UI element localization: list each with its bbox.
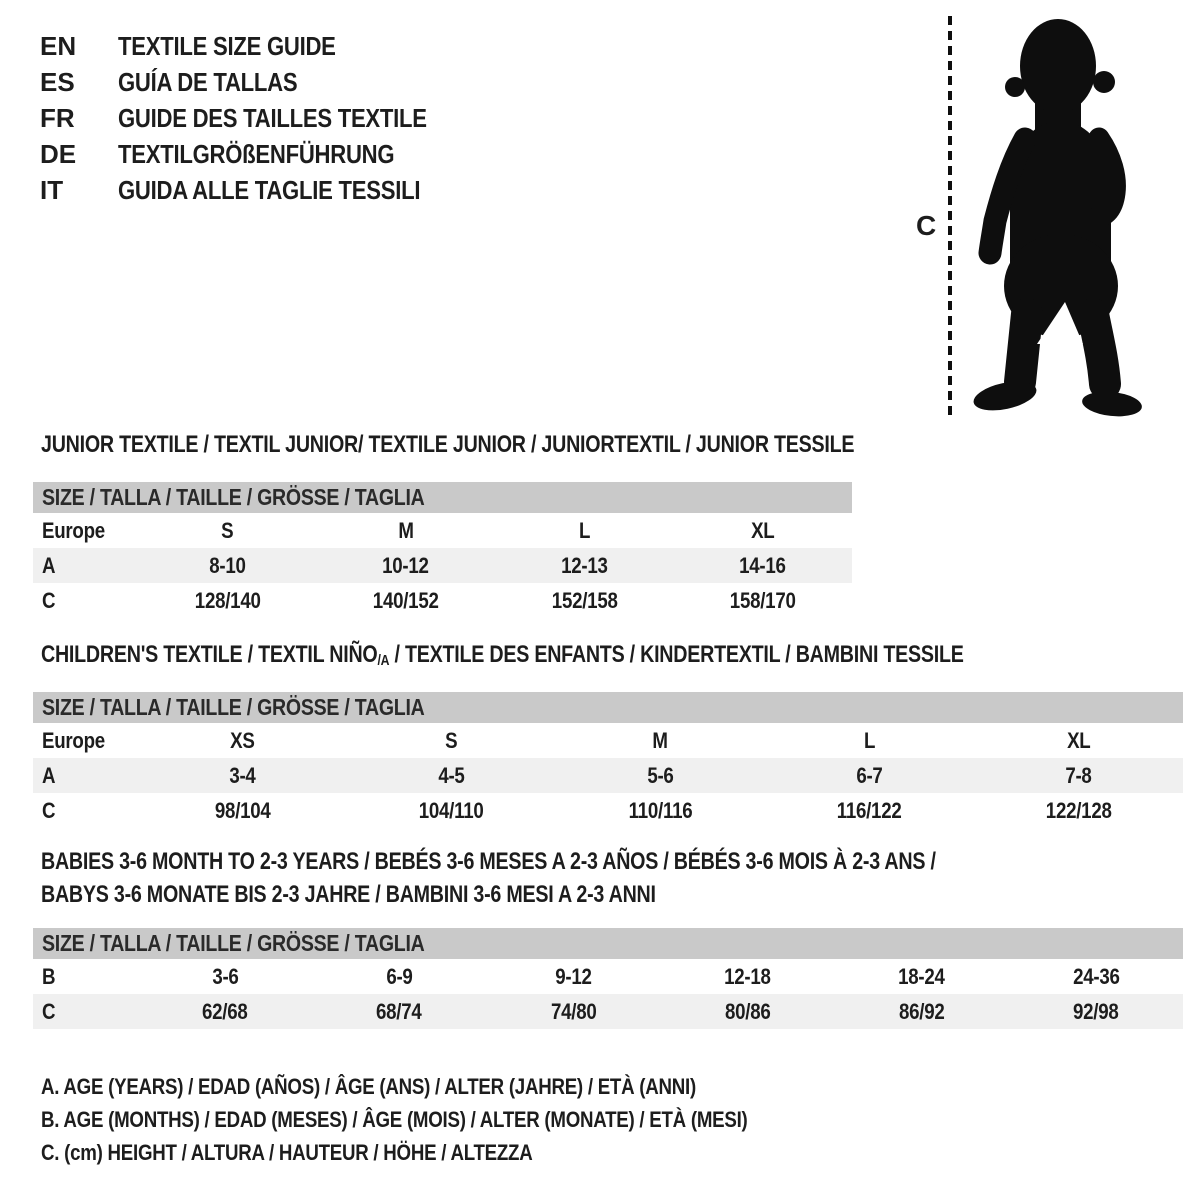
- table-cell: [556, 723, 765, 758]
- table-cell: [661, 994, 835, 1029]
- row-label-text: B: [42, 964, 56, 989]
- cell-value: 122/128: [1045, 798, 1112, 823]
- row-label-text: C: [42, 798, 56, 823]
- cell-value: 24-36: [1072, 964, 1120, 989]
- size-header-bar: [33, 692, 1183, 723]
- height-dashed-line: [948, 16, 952, 416]
- table-cell: [138, 994, 312, 1029]
- size-header-label: SIZE / TALLA / TAILLE / GRÖSSE / TAGLIA: [42, 484, 425, 510]
- toddler-silhouette-icon: [965, 14, 1145, 420]
- table-cell: [835, 994, 1009, 1029]
- language-code: EN: [40, 31, 77, 61]
- language-code: ES: [40, 67, 75, 97]
- row-label: [33, 548, 138, 583]
- language-title: TEXTILE SIZE GUIDE: [118, 31, 336, 61]
- section-title-children: [41, 641, 964, 675]
- table-cell: [347, 793, 556, 828]
- cell-value: 152/158: [551, 588, 618, 613]
- size-header-bar: [33, 482, 852, 513]
- language-row: [40, 136, 481, 172]
- cell-value: 128/140: [194, 588, 261, 613]
- row-label-text: Europe: [42, 728, 105, 753]
- section-title-text: CHILDREN'S TEXTILE / TEXTIL NIÑO: [41, 641, 378, 668]
- cell-value: 5-6: [647, 763, 674, 788]
- junior-size-table: [33, 482, 852, 618]
- cell-value: 6-7: [856, 763, 883, 788]
- legend-row-b: [41, 1103, 872, 1136]
- table-cell: [556, 758, 765, 793]
- legend-row-c: [41, 1136, 872, 1169]
- table-cell: [674, 583, 853, 618]
- babies-size-table: [33, 928, 1183, 1029]
- row-label: [33, 513, 138, 548]
- size-header-bar: [33, 928, 1183, 959]
- cell-value: 92/98: [1073, 999, 1119, 1024]
- legend-text: A. AGE (YEARS) / EDAD (AÑOS) / ÂGE (ANS) / ALTER (JAHRE) / ETÀ (ANNI): [41, 1074, 696, 1099]
- cell-value: 12-18: [724, 964, 771, 989]
- language-row: [40, 28, 481, 64]
- table-cell: [765, 793, 974, 828]
- cell-value: L: [863, 728, 876, 753]
- table-cell: [495, 583, 674, 618]
- cell-value: S: [221, 518, 234, 543]
- row-label-text: C: [42, 588, 56, 613]
- language-row: [40, 64, 481, 100]
- cell-value: 140/152: [372, 588, 439, 613]
- table-cell: [674, 548, 853, 583]
- language-code: IT: [40, 175, 64, 205]
- section-title-junior: [41, 431, 854, 459]
- language-title: GUIDE DES TAILLES TEXTILE: [118, 103, 427, 133]
- legend: [41, 1070, 872, 1169]
- row-label: [33, 994, 138, 1029]
- language-code: FR: [40, 103, 75, 133]
- cell-value: 158/170: [729, 588, 796, 613]
- language-list: [40, 28, 481, 208]
- section-title-text: / TEXTILE DES ENFANTS / KINDERTEXTIL / BAMBINI TESSILE: [389, 641, 964, 668]
- section-title-babies-line1: [41, 848, 936, 876]
- table-row: [33, 723, 1183, 758]
- table-cell: [974, 723, 1183, 758]
- cell-value: M: [398, 518, 414, 543]
- size-header-label: SIZE / TALLA / TAILLE / GRÖSSE / TAGLIA: [42, 694, 425, 720]
- cell-value: 3-6: [211, 964, 239, 989]
- cell-value: 74/80: [550, 999, 597, 1024]
- table-cell: [312, 959, 486, 994]
- cell-value: M: [652, 728, 669, 753]
- cell-value: XL: [751, 518, 775, 543]
- table-row: [33, 959, 1183, 994]
- cell-value: S: [445, 728, 458, 753]
- row-label: [33, 723, 138, 758]
- row-label-text: A: [42, 553, 56, 578]
- language-title: TEXTILGRÖßENFÜHRUNG: [118, 139, 395, 169]
- table-row: [33, 994, 1183, 1029]
- section-title-text: JUNIOR TEXTILE / TEXTIL JUNIOR/ TEXTILE JUNIOR / JUNIORTEXTIL / JUNIOR TESSILE: [41, 431, 855, 458]
- table-cell: [486, 994, 660, 1029]
- cell-value: XL: [1066, 728, 1091, 753]
- table-cell: [1009, 959, 1183, 994]
- cell-value: 4-5: [438, 763, 465, 788]
- table-row: [33, 758, 1183, 793]
- cell-value: 68/74: [376, 999, 423, 1024]
- section-title-text: BABIES 3-6 MONTH TO 2-3 YEARS / BEBÉS 3-6 MESES A 2-3 AÑOS / BÉBÉS 3-6 MOIS À 2-3 ANS /: [41, 848, 936, 875]
- table-cell: [138, 583, 317, 618]
- legend-text: C. (cm) HEIGHT / ALTURA / HAUTEUR / HÖHE / ALTEZZA: [41, 1140, 533, 1165]
- table-cell: [312, 994, 486, 1029]
- section-title-babies-line2: [41, 881, 656, 909]
- table-cell: [138, 513, 317, 548]
- cell-value: 98/104: [214, 798, 271, 823]
- table-cell: [495, 513, 674, 548]
- cell-value: 62/68: [202, 999, 248, 1024]
- section-title-text: BABYS 3-6 MONATE BIS 2-3 JAHRE / BAMBINI 3-6 MESI A 2-3 ANNI: [41, 881, 656, 908]
- table-cell: [674, 513, 853, 548]
- row-label: [33, 959, 138, 994]
- table-cell: [1009, 994, 1183, 1029]
- table-cell: [317, 513, 496, 548]
- table-cell: [317, 583, 496, 618]
- cell-value: 8-10: [209, 553, 246, 578]
- table-cell: [661, 959, 835, 994]
- row-label: [33, 758, 138, 793]
- cell-value: 6-9: [386, 964, 413, 989]
- table-row: [33, 793, 1183, 828]
- cell-value: 10-12: [382, 553, 430, 578]
- language-code: DE: [40, 139, 77, 169]
- cell-value: 80/86: [724, 999, 771, 1024]
- table-cell: [974, 758, 1183, 793]
- table-cell: [347, 723, 556, 758]
- section-title-subscript: /A: [377, 652, 390, 669]
- table-cell: [495, 548, 674, 583]
- row-label: [33, 583, 138, 618]
- row-label-text: C: [42, 999, 56, 1024]
- table-cell: [138, 548, 317, 583]
- cell-value: 86/92: [899, 999, 945, 1024]
- table-cell: [347, 758, 556, 793]
- legend-text: B. AGE (MONTHS) / EDAD (MESES) / ÂGE (MOIS) / ALTER (MONATE) / ETÀ (MESI): [41, 1107, 748, 1132]
- table-cell: [138, 723, 347, 758]
- cell-value: 14-16: [739, 553, 787, 578]
- language-title: GUIDA ALLE TAGLIE TESSILI: [118, 175, 421, 205]
- cell-value: 104/110: [419, 798, 484, 823]
- row-label: [33, 793, 138, 828]
- cell-value: 7-8: [1065, 763, 1092, 788]
- children-size-table: [33, 692, 1183, 828]
- size-header-label: SIZE / TALLA / TAILLE / GRÖSSE / TAGLIA: [42, 930, 425, 956]
- table-row: [33, 583, 852, 618]
- language-row: [40, 172, 481, 208]
- table-row: [33, 548, 852, 583]
- table-cell: [317, 548, 496, 583]
- cell-value: 3-4: [229, 763, 256, 788]
- table-cell: [138, 959, 312, 994]
- table-cell: [138, 758, 347, 793]
- table-cell: [556, 793, 765, 828]
- table-cell: [486, 959, 660, 994]
- cell-value: 116/122: [837, 798, 902, 823]
- language-row: [40, 100, 481, 136]
- row-label-text: Europe: [42, 518, 105, 543]
- cell-value: 9-12: [555, 964, 592, 989]
- cell-value: 110/116: [628, 798, 693, 823]
- cell-value: L: [578, 518, 590, 543]
- table-cell: [765, 723, 974, 758]
- cell-value: 12-13: [560, 553, 608, 578]
- cell-value: XS: [230, 728, 255, 753]
- table-row: [33, 513, 852, 548]
- height-measure-label: C: [916, 210, 937, 241]
- table-cell: [835, 959, 1009, 994]
- language-title: GUÍA DE TALLAS: [118, 67, 298, 97]
- table-cell: [138, 793, 347, 828]
- cell-value: 18-24: [898, 964, 946, 989]
- legend-row-a: [41, 1070, 872, 1103]
- row-label-text: A: [42, 763, 56, 788]
- table-cell: [765, 758, 974, 793]
- table-cell: [974, 793, 1183, 828]
